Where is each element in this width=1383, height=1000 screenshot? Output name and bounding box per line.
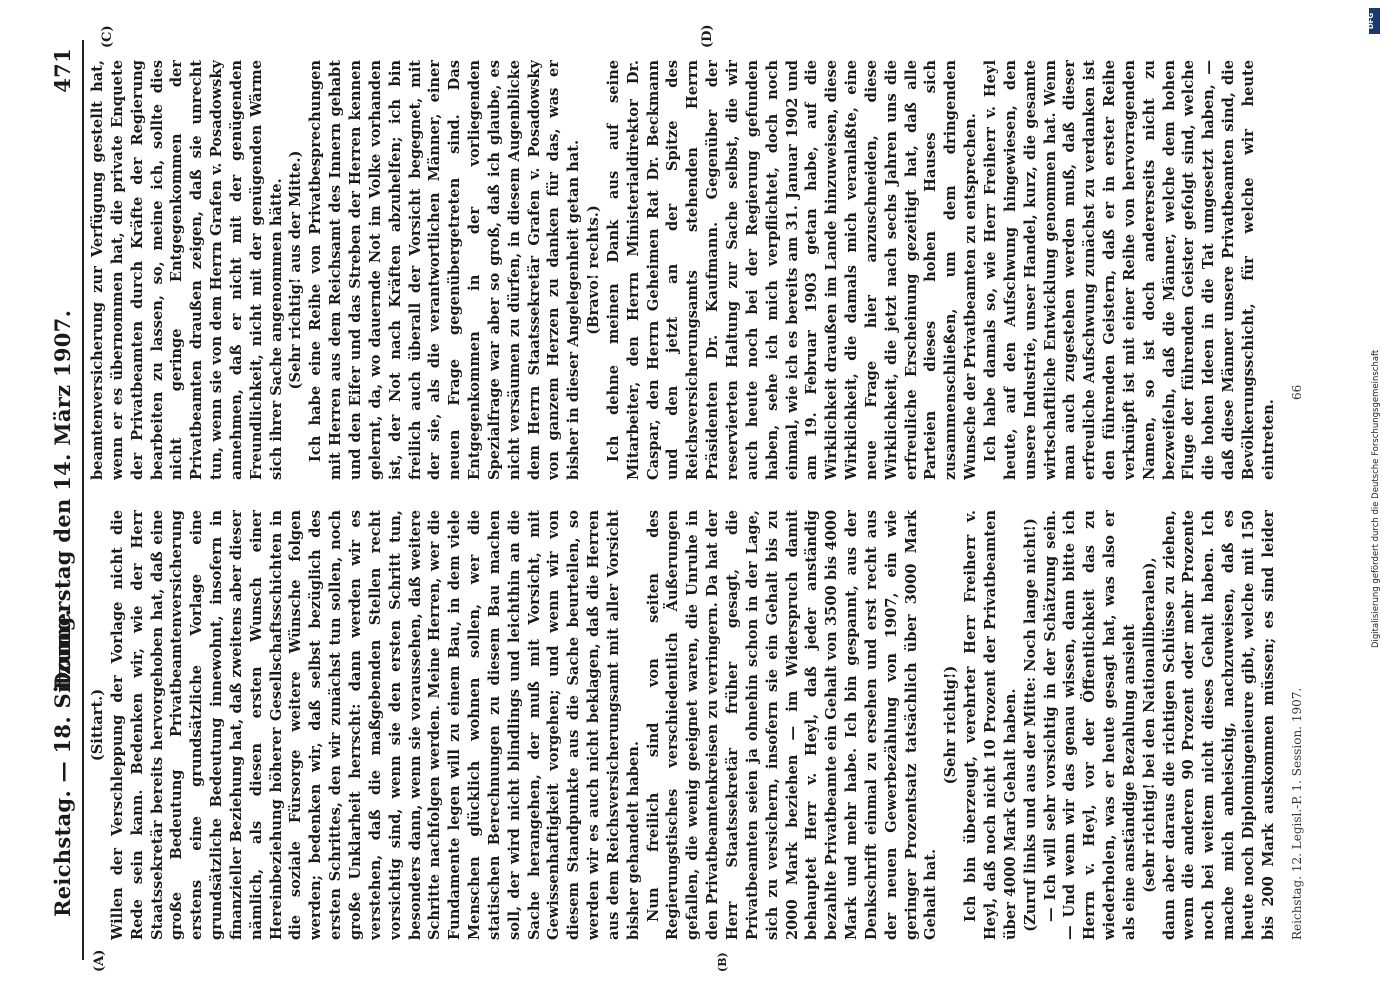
paragraph: Nun freilich sind von seiten des Regierungstisches verschiedentlich Äußerungen gefallen, die wenig geeignet waren, die Unruhe in den Privatbeamtenkreisen zu verringern. Da hat der Herr Staatssekretär früher gesagt, die Privatbeamten seien ja ohnehin schon in der Lage, sich zu versichern, insofern sie ein Gehalt bis zu 2000 Mark beziehen — im Widerspruch damit behauptet Herr v. Heyl, daß jeder anständig bezahlte Privatbeamte ein Gehalt von 3500 bis 4000 Mark und mehr habe. Ich bin gespannt, aus der Denkschrift einmal zu ersehen und erst recht aus der neuen Gewerbezählung von 1907, ein wie geringer Prozentsatz tatsächlich über 3000 Mark Gehalt hat. xyxy=(644,510,940,940)
paragraph: dann aber daraus die richtigen Schlüsse zu ziehen, wenn die anderen 90 Prozent oder mehr Prozente noch bei weitem nicht dieses Gehalt haben. Ich mache mich anheischig, nachzuweisen, daß es heute noch Diplomingenieure gibt, welche mit 150 bis 200 Mark auskommen müssen; es sind leider xyxy=(1160,510,1277,940)
dfg-logo-text: DFG xyxy=(1367,12,1376,30)
interjection: (Sehr richtig! aus der Mitte.) xyxy=(287,150,305,390)
interjection: (Bravo! rechts.) xyxy=(585,205,603,335)
page-number: 471 xyxy=(50,48,75,93)
interjection: (Sehr richtig!) xyxy=(942,665,960,785)
margin-marker-d: (D) xyxy=(700,24,715,48)
interjection: (sehr richtig! bei den Nationalliberalen), xyxy=(1140,557,1158,893)
paragraph: Ich habe eine Reihe von Privatbesprechungen mit Herren aus dem Reichsamt des Innern gehabt und den Eifer und das Streben der Herren kennen gelernt, da, wo dauernde Not im Volke vorhanden ist, der Not nach Kräften abzuhelfen; ich bin freilich auch überall der Vorsicht begegnet, mit der sie, als die verantwortlichen Männer, einer neuen Frage gegenübergetreten sind. Das Entgegenkommen in der vorliegenden Spezialfrage war aber so groß, daß ich glaube, es nicht versäumen zu dürfen, in diesem Augenblicke dem Herrn Staatssekretär Grafen v. Posadowsky von ganzem Herzen zu danken für das, was er bisher in dieser Angelegenheit getan hat. xyxy=(307,60,583,480)
left-column xyxy=(88,510,1278,940)
footer-signature: Reichstag. 12. Legisl.-P. 1. Session. 1907. xyxy=(1290,687,1304,940)
running-head-left: Reichstag. — 18. Sitzung. xyxy=(50,608,75,917)
paragraph: Ich bin überzeugt, verehrter Herr Freiherr v. Heyl, daß noch nicht 10 Prozent der Privatbeamten über 4000 Mark Gehalt haben. xyxy=(962,510,1019,940)
paragraph: Ich habe damals so, wie Herr Freiherr v. Heyl heute, auf den Aufschwung hingewiesen, den unsere Industrie, unser Handel, kurz, die gesamte wirtschaftliche Entwicklung genommen hat. Wenn man auch zugestehen werden muß, daß dieser erfreuliche Aufschwung zunächst zu verdanken ist den führenden Geistern, daß er in erster Reihe verknüpft ist mit einer Reihe von hervorragenden Namen, so ist doch andererseits nicht zu bezweifeln, daß die Männer, welche dem hohen Fluge der führenden Geister gefolgt sind, welche die hohen Ideen in die Tat umgesetzt haben, — daß diese Männer unsere Privatbeamten sind, die Bevölkerungsschicht, für welche wir heute eintreten. xyxy=(981,60,1277,480)
sheet-number: 66 xyxy=(1290,384,1304,400)
margin-marker-b: (B) xyxy=(716,952,729,972)
header-rule xyxy=(82,40,84,960)
margin-marker-c: (C) xyxy=(100,25,115,48)
paragraph: beamtenversicherung zur Verfügung gestellt hat, wenn er es übernommen hat, die private Enquete der Privatbeamten durch Kräfte der Regierung bearbeiten zu lassen, so, meine ich, sollte dies nicht geringe Entgegenkommen der Privatbeamten draußen zeigen, daß sie unrecht tun, wenn sie von dem Herrn Grafen v. Posadowsky annehmen, daß er nicht mit der genügenden Freundlichkeit, nicht mit der genügenden Wärme sich ihrer Sache angenommen hätte. xyxy=(89,60,285,480)
paragraph: — Ich will sehr vorsichtig in der Schätzung sein. — Und wenn wir das genau wissen, dann bitte ich Herrn v. Heyl, vor der Öffentlichkeit das zu wiederholen, was er heute gesagt hat, was also er als eine anständige Bezahlung ansieht xyxy=(1041,510,1138,940)
paragraph: Willen der Verschleppung der Vorlage nicht die Rede sein kann. Bedenken wir, wie der Herr Staatssekretär bereits hervorgehoben hat, daß eine große Bedeutung Privatbeamtenversicherung erstens eine grundsätzliche Vorlage eine grundsätzliche Bedeutung innewohnt, insofern in finanzieller Beziehung hat, daß zweitens aber dieser nämlich, als diesen ersten Wunsch einer Hereinbeziehung höherer Gesellschaftsschichten in die soziale Fürsorge weitere Wünsche folgen werden; bedenken wir, daß selbst bezüglich des ersten Schrittes, den wir zunächst tun sollen, noch große Unklarheit herrscht: dann werden wir es verstehen, daß die maßgebenden Stellen recht vorsichtig sind, wenn sie den ersten Schritt tun, besonders dann, wenn sie voraussehen, daß weitere Schritte nachfolgen werden. Meine Herren, wer die Fundamente legen will zu einem Bau, in dem viele Menschen glücklich wohnen sollen, wer die statischen Berechnungen zu diesem Bau machen soll, der wird nicht blindlings und leichthin an die Sache herangehen, der muß mit Vorsicht, mit Gewissenhaftigkeit vorgehen; und wenn wir von diesem Standpunkte aus die Sache beurteilen, so werden wir es auch nicht beklagen, daß die Herren aus dem Reichsversicherungsamt mit aller Vorsicht bisher gehandelt haben. xyxy=(108,510,642,940)
digitization-note-text: Digitalisierung gefördert durch die Deutsche Forschungsgemeinschaft xyxy=(1371,349,1381,648)
running-head-date: Donnerstag den 14. März 1907. xyxy=(50,309,75,691)
margin-marker-a: (A) xyxy=(92,949,107,972)
interjection: (Zuruf links und aus der Mitte: Noch lange nicht!) xyxy=(1021,518,1039,932)
paragraph: Ich dehne meinen Dank aus auf seine Mitarbeiter, den Herrn Ministerialdirektor Dr. Caspar, den Herrn Geheimen Rat Dr. Beckmann und den jetzt an der Spitze des Reichsversicherungsamts stehenden Herrn Präsidenten Dr. Kaufmann. Gegenüber der reservierten Haltung zur Sache selbst, die wir auch heute noch bei der Regierung gefunden haben, sehe ich mich verpflichtet, doch noch einmal, wie ich es bereits am 31. Januar 1902 und am 19. Februar 1903 getan habe, auf die Wirklichkeit draußen im Lande hinzuweisen, diese Wirklichkeit, die damals mich veranlaßte, eine neue Frage hier anzuschneiden, diese Wirklichkeit, die jetzt nach sechs Jahren uns die erfreuliche Erscheinung gezeitigt hat, daß alle Parteien dieses hohen Hauses sich zusammenschließen, um dem dringenden Wunsche der Privatbeamten zu entsprechen. xyxy=(604,60,980,480)
right-column xyxy=(88,60,1278,480)
speaker-note: (Sittart.) xyxy=(89,688,106,762)
digitization-note xyxy=(1370,8,1382,998)
running-head xyxy=(50,28,80,972)
